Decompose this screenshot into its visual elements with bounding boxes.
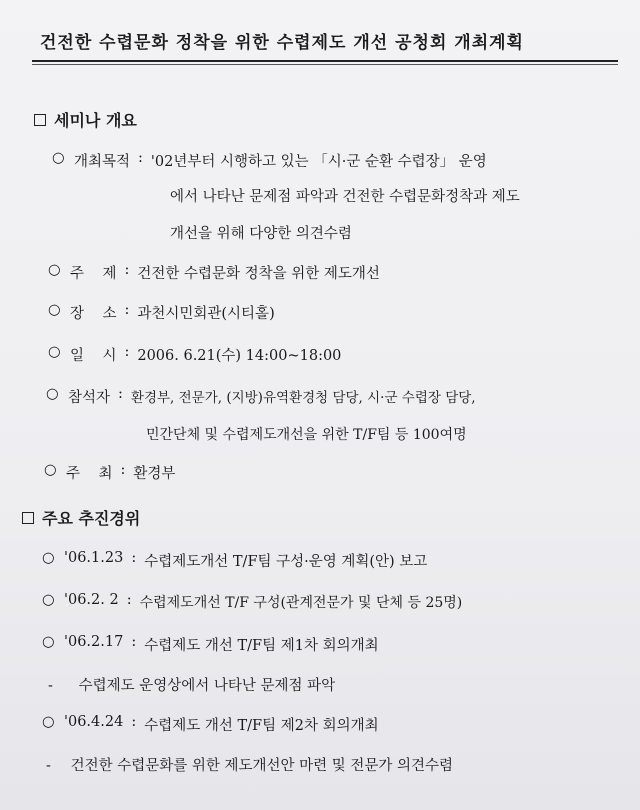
history-text: 수렵제도개선 T/F팀 구성·운영 계획(안) 보고 — [144, 554, 428, 570]
circle-bullet-icon: ○ — [42, 592, 55, 608]
colon: : — [124, 302, 130, 318]
circle-bullet-icon: ○ — [48, 302, 61, 318]
circle-bullet-icon: ○ — [48, 344, 61, 360]
history-text: 수렵제도 개선 T/F팀 제1차 회의개최 — [144, 638, 379, 654]
history-item — [42, 592, 462, 612]
checkbox-square-icon — [22, 512, 34, 524]
circle-bullet-icon: ○ — [42, 550, 55, 566]
history-text: 수렵제도 개선 T/F팀 제2차 회의개최 — [144, 718, 379, 734]
overview-item-topic — [48, 262, 380, 283]
history-date: '06.1.23 — [64, 550, 124, 566]
colon: : — [118, 386, 123, 402]
colon: : — [126, 592, 132, 608]
history-date: '06.2. 2 — [64, 592, 119, 608]
circle-bullet-icon: ○ — [42, 634, 55, 650]
item-value: 건전한 수렵문화 정착을 위한 제도개선 — [137, 266, 380, 282]
history-text: 수렵제도개선 T/F 구성(관계전문가 및 단체 등 25명) — [139, 595, 463, 611]
item-value: 환경부, 전문가, (지방)유역환경청 담당, 시·군 수렵장 담당, — [130, 390, 476, 406]
history-item — [42, 714, 379, 735]
item-label: 주 제 — [70, 266, 117, 282]
colon: : — [138, 150, 143, 166]
item-value: '02년부터 시행하고 있는 「시·군 순환 수렵장」 운영 — [150, 154, 487, 170]
colon: : — [131, 634, 137, 650]
overview-item-attendees — [46, 386, 476, 407]
circle-bullet-icon: ○ — [46, 386, 59, 402]
circle-bullet-icon: ○ — [44, 462, 57, 478]
overview-item-venue — [48, 302, 275, 323]
item-label: 일 시 — [70, 348, 117, 364]
item-value: 환경부 — [133, 466, 176, 482]
colon: : — [120, 462, 126, 478]
colon: : — [131, 550, 137, 566]
item-value: 2006. 6.21(수) 14:00~18:00 — [137, 348, 342, 364]
history-item — [42, 634, 379, 655]
history-item — [42, 550, 427, 571]
colon: : — [124, 344, 130, 360]
dash-bullet: - — [48, 678, 53, 694]
history-subitem — [48, 674, 335, 695]
title-underline — [32, 60, 618, 65]
history-subtext: 수렵제도 운영상에서 나타난 문제점 파악 — [78, 678, 336, 694]
circle-bullet-icon: ○ — [52, 150, 65, 166]
colon: : — [124, 262, 130, 278]
item-label: 장 소 — [70, 306, 117, 322]
overview-item-purpose — [52, 150, 487, 171]
colon: : — [131, 714, 137, 730]
history-subitem — [46, 754, 453, 775]
item-value-cont: 민간단체 및 수렵제도개선을 위한 T/F팀 등 100여명 — [146, 427, 467, 443]
history-subtext: 건전한 수렵문화를 위한 제도개선안 마련 및 전문가 의견수렴 — [70, 758, 454, 774]
overview-item-host — [44, 462, 175, 483]
document-title: 건전한 수렵문화 정착을 위한 수렵제도 개선 공청회 개최계획 — [40, 33, 524, 53]
history-date: '06.2.17 — [64, 634, 124, 650]
item-label: 주 최 — [66, 466, 113, 482]
circle-bullet-icon: ○ — [48, 262, 61, 278]
overview-item-datetime — [48, 344, 341, 365]
history-date: '06.4.24 — [64, 714, 124, 730]
item-label: 참석자 — [68, 390, 111, 406]
circle-bullet-icon: ○ — [42, 714, 55, 730]
section-heading-overview — [34, 108, 137, 131]
section-heading-history — [22, 506, 140, 529]
section-heading-text: 주요 추진경위 — [42, 509, 141, 528]
item-value: 과천시민회관(시티홀) — [137, 306, 275, 322]
checkbox-square-icon — [34, 114, 46, 126]
item-label: 개최목적 — [74, 154, 131, 170]
section-heading-text: 세미나 개요 — [54, 111, 137, 130]
dash-bullet: - — [46, 758, 51, 774]
item-value-cont: 개선을 위해 다양한 의견수렴 — [170, 226, 352, 242]
item-value-cont: 에서 나타난 문제점 파악과 건전한 수렵문화정착과 제도 — [170, 189, 520, 205]
